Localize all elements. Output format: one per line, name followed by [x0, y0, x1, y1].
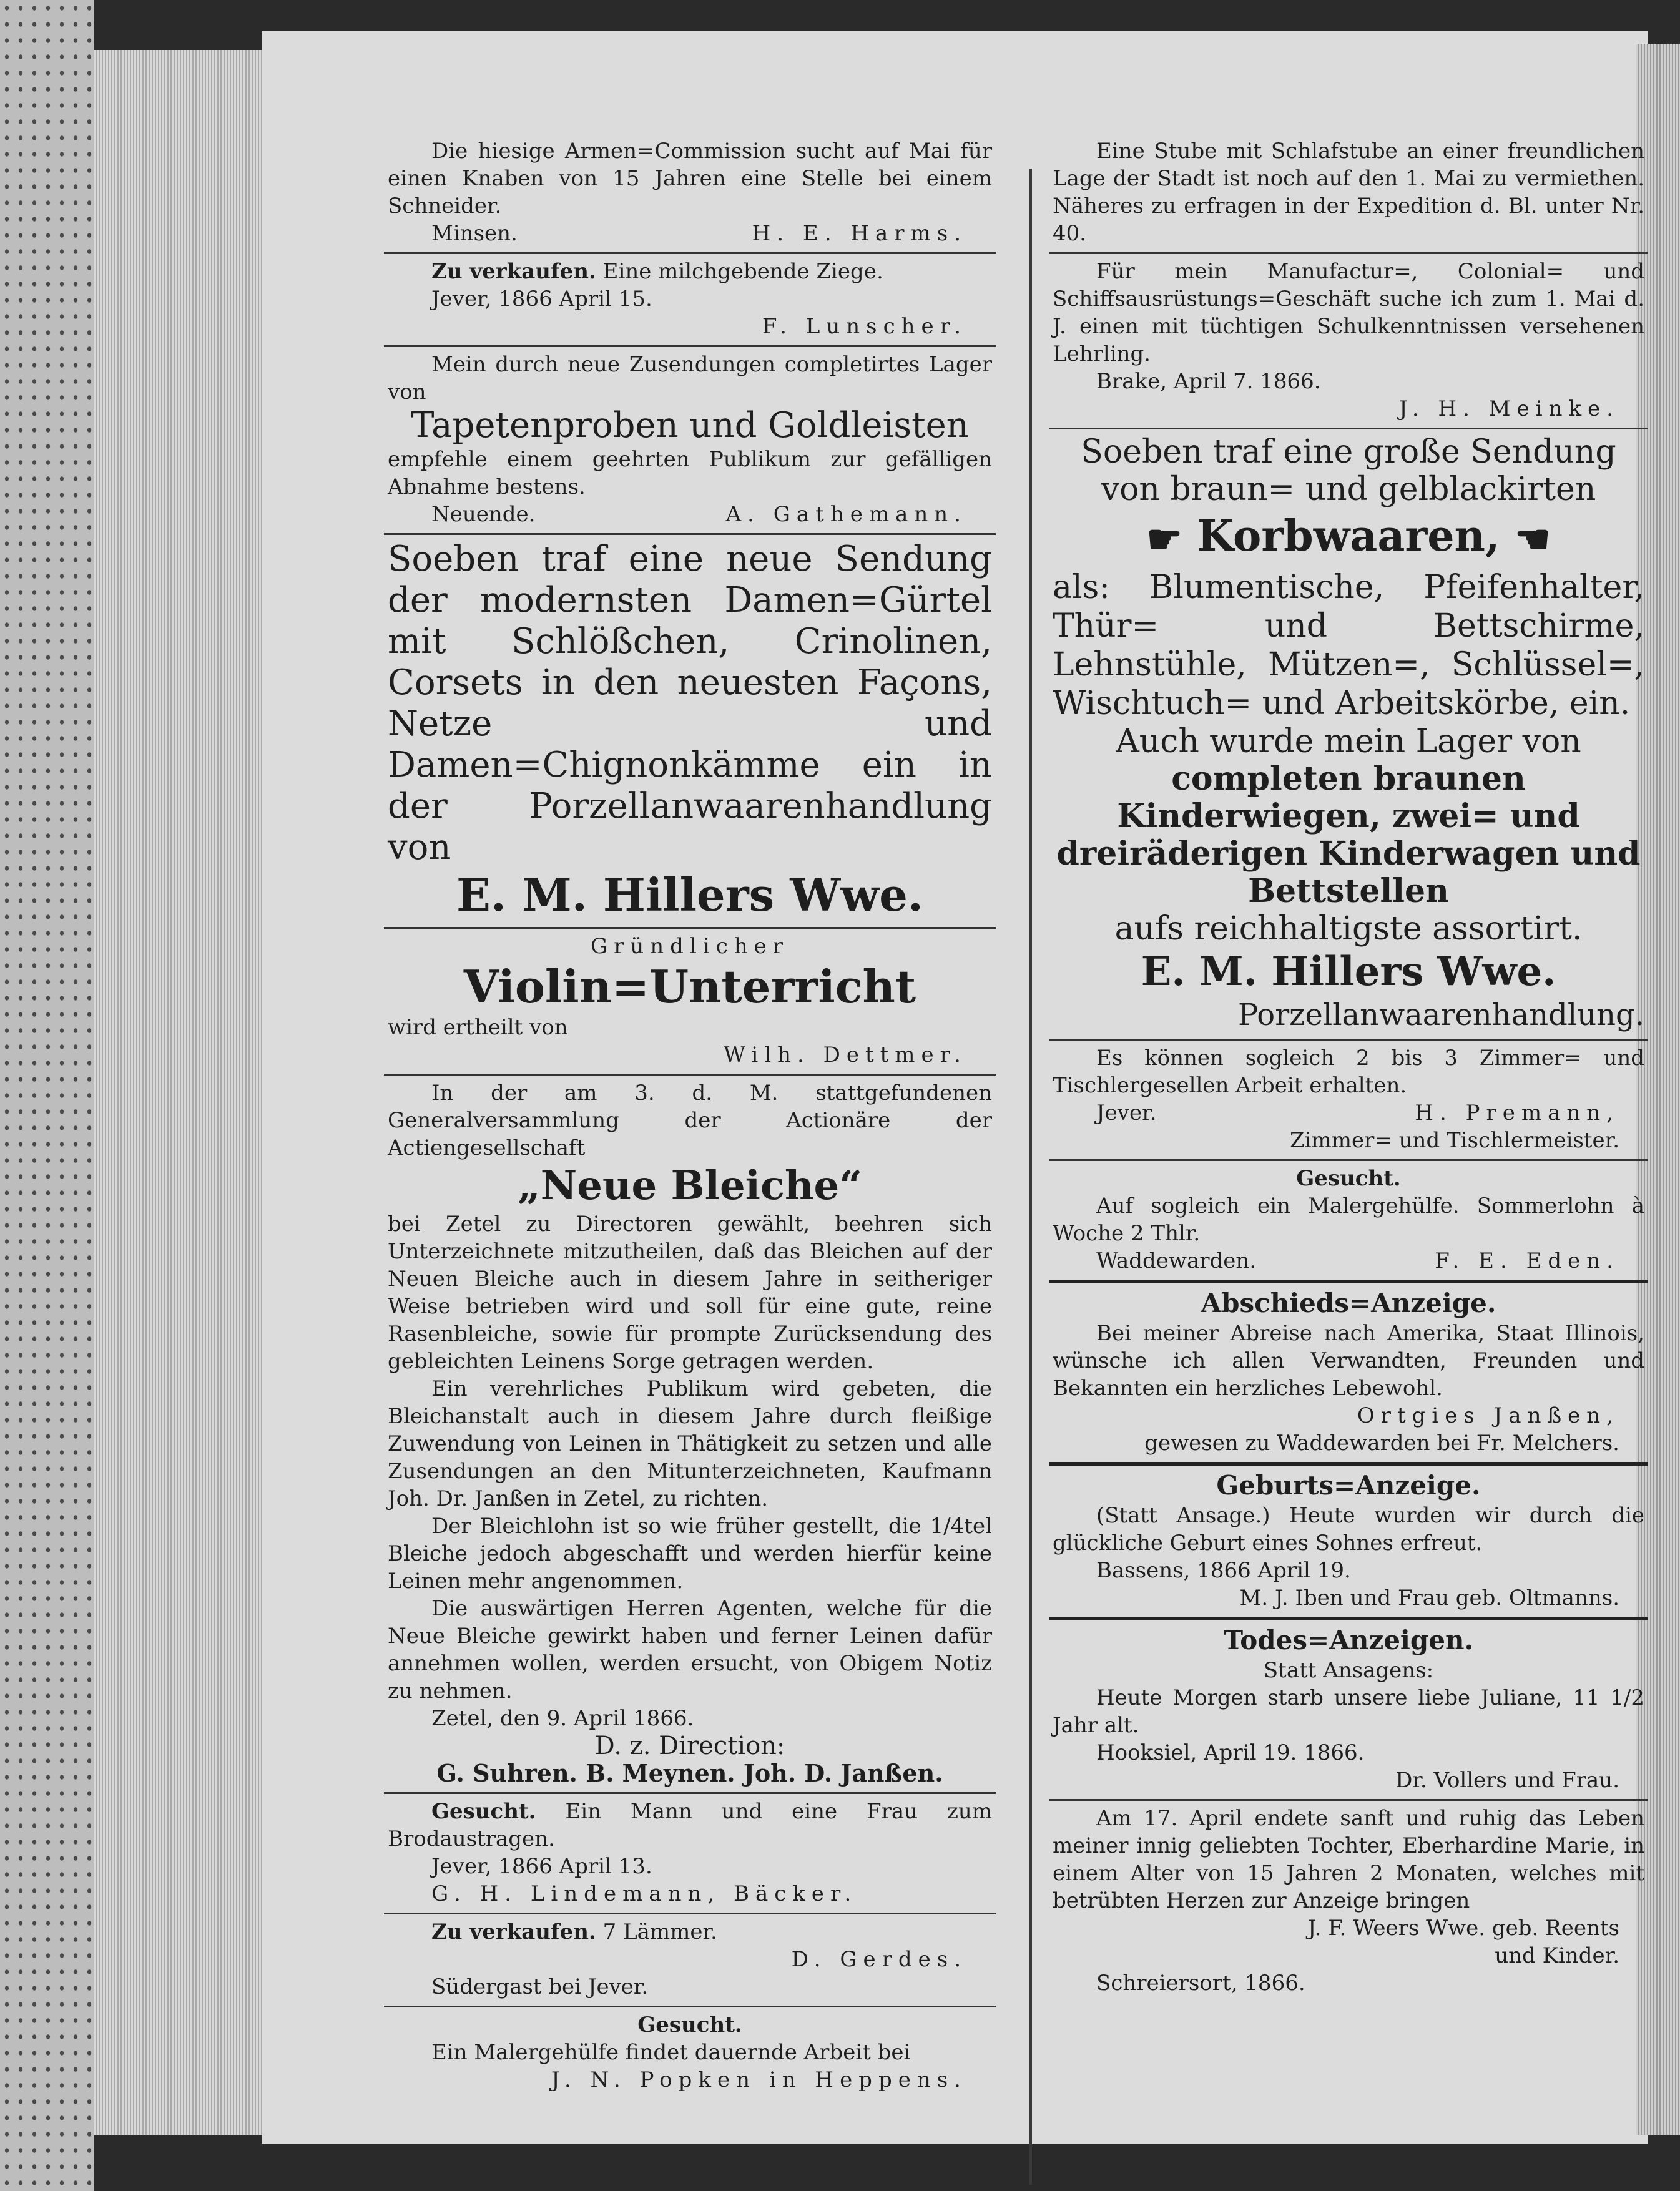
ad-text: Die hiesige Armen=Commission sucht auf Mai für einen Knaben von 15 Jahren eine Stelle bei einem Schneider.	[388, 139, 992, 218]
left-column	[384, 137, 996, 2094]
ad-ziege	[384, 258, 996, 340]
divider	[384, 2006, 996, 2007]
divider	[384, 927, 996, 929]
column-divider	[1029, 169, 1032, 2185]
ad-signature: D. Gerdes.	[791, 1947, 967, 1972]
ad-todes-anzeigen	[1049, 1624, 1648, 1794]
ad-place: Jever.	[1096, 1100, 1157, 1125]
ad-intro: In der am 3. d. M. stattgefundenen Generalversammlung der Actionäre der Actiengesellschaft	[388, 1081, 992, 1160]
ad-paragraph: Die auswärtigen Herren Agenten, welche für die Neue Bleiche gewirkt haben und ferner Leinen dafür annehmen wollen, werden ersucht, von Obigem Notiz zu nehmen.	[388, 1596, 992, 1703]
divider	[1049, 1617, 1648, 1620]
ad-stube	[1049, 137, 1648, 247]
ad-place: Neuende.	[431, 502, 536, 527]
ad-lager-outro: aufs reichhaltigste assortirt.	[1114, 909, 1583, 948]
divider	[384, 1913, 996, 1914]
ad-label: Geburts=Anzeige.	[1216, 1469, 1481, 1501]
ad-abschied	[1049, 1287, 1648, 1457]
ad-violin	[384, 933, 996, 1069]
ad-text: 7 Lämmer.	[602, 1919, 717, 1944]
ad-direction: D. z. Direction:	[594, 1732, 785, 1760]
ad-subfirm: Porzellanwaarenhandlung.	[1237, 997, 1644, 1032]
page-stack	[94, 50, 268, 2135]
ad-neue-bleiche	[384, 1079, 996, 1787]
ad-place: Waddewarden.	[1096, 1248, 1257, 1273]
ad-text: Eine Stube mit Schlafstube an einer freundlichen Lage der Stadt ist noch auf den 1. Mai zu vermiethen. Näheres zu erfragen in der Expedition d. Bl. unter Nr. 40.	[1053, 139, 1644, 246]
ad-text: wird ertheilt von	[388, 1015, 568, 1040]
ad-headline-line	[1053, 508, 1644, 568]
ad-armen-commission	[384, 137, 996, 247]
ad-intro: Soeben traf eine große Sendung von braun= und gelblackirten	[1081, 433, 1616, 508]
ad-text: Ein Mann und eine Frau zum Brodaustragen.	[388, 1799, 992, 1851]
ad-sub: Statt Ansagens:	[1263, 1657, 1434, 1683]
divider	[384, 345, 996, 347]
ad-signature-2: und Kinder.	[1495, 1943, 1619, 1968]
ad-brod	[384, 1798, 996, 1908]
ad-paragraph: Ein verehrliches Publikum wird gebeten, die Bleichanstalt auch in diesem Jahre durch fleißige Zuwendung von Leinen in Thätigkeit zu setzen und alle Zusendungen an den Mitunterzeichneten, Kaufmann Joh. Dr. Janßen in Zetel, zu richten.	[388, 1376, 992, 1511]
ad-title: Zimmer= und Tischlermeister.	[1290, 1127, 1619, 1153]
ad-signature: J. N. Popken in Heppens.	[551, 2067, 967, 2092]
divider	[384, 1792, 996, 1794]
ad-damen-guertel	[384, 539, 996, 922]
ad-date: Zetel, den 9. April 1866.	[431, 1706, 694, 1731]
ad-signature: Dr. Vollers und Frau.	[1395, 1767, 1619, 1793]
ad-date: Bassens, 1866 April 19.	[1096, 1557, 1351, 1583]
ad-signature: H. E. Harms.	[752, 221, 967, 246]
ad-signature: G. H. Lindemann, Bäcker.	[431, 1881, 858, 1906]
ad-paragraph: bei Zetel zu Directoren gewählt, beehren sich Unterzeichnete mitzutheilen, daß das Bleichen auf der Neuen Bleiche auch in diesem Jahre in seitheriger Weise betrieben wird und soll für eine gute, reine Rasenbleiche, sowie für prompte Zurücksendung des gebleichten Leinens Sorge getragen werden.	[388, 1212, 992, 1374]
ad-pre: Gründlicher	[590, 934, 790, 959]
ad-text: Soeben traf eine neue Sendung der modernsten Damen=Gürtel mit Schlößchen, Crinolinen, Corsets in den neuesten Façons, Netze und Damen=Chignonkämme ein in der Porzellanwaarenhandlung von	[388, 539, 992, 868]
ad-label: Gesucht.	[1296, 1165, 1401, 1191]
ad-date: Brake, April 7. 1866.	[1096, 369, 1321, 394]
ad-lehrling	[1049, 258, 1648, 423]
ad-signature: F. Lunscher.	[762, 314, 967, 339]
ad-label: Zu verkaufen.	[431, 1919, 596, 1944]
ad-signature: H. Premann,	[1415, 1100, 1619, 1125]
ad-signature: M. J. Iben und Frau geb. Oltmanns.	[1239, 1585, 1619, 1610]
divider	[1049, 1159, 1648, 1161]
ad-text: Bei meiner Abreise nach Amerika, Staat Illinois, wünsche ich allen Verwandten, Freunden und Bekannten ein herzliches Lebewohl.	[1053, 1320, 1644, 1401]
divider	[1049, 1462, 1648, 1466]
divider	[1049, 1280, 1648, 1283]
ad-date: Jever, 1866 April 15.	[431, 287, 652, 311]
ad-date: Schreiersort, 1866.	[1096, 1970, 1305, 1996]
ad-text: Heute Morgen starb unsere liebe Juliane, 11 1/2 Jahr alt.	[1053, 1685, 1644, 1738]
divider	[384, 533, 996, 535]
ad-signature: A. Gathemann.	[725, 502, 967, 527]
ad-headline: Tapetenproben und Goldleisten	[411, 405, 969, 446]
ad-tapeten	[384, 351, 996, 528]
ad-malergehuelfe-eden	[1049, 1165, 1648, 1275]
divider	[1049, 428, 1648, 429]
ad-lager-intro: Auch wurde mein Lager von	[1116, 722, 1581, 760]
ad-geburt	[1049, 1469, 1648, 1612]
divider	[1049, 1039, 1648, 1041]
ad-headline: Korbwaaren,	[1197, 511, 1500, 561]
ad-signature: Wilh. Dettmer.	[723, 1042, 967, 1067]
ad-paragraph: Der Bleichlohn ist so wie früher gestellt, die 1/4tel Bleiche jedoch abgeschafft und werden hierfür keine Leinen mehr angenommen.	[388, 1514, 992, 1594]
ad-text: Für mein Manufactur=, Colonial= und Schiffsausrüstungs=Geschäft suche ich zum 1. Mai d. J. einen mit tüchtigen Schulkenntnissen versehenen Lehrling.	[1053, 259, 1644, 366]
ad-firm: E. M. Hillers Wwe.	[1141, 948, 1556, 995]
ad-headline: Violin=Unterricht	[463, 960, 916, 1013]
divider	[1049, 252, 1648, 254]
ad-signature: J. F. Weers Wwe. geb. Reents	[1307, 1915, 1619, 1941]
ad-text: Eine milchgebende Ziege.	[602, 259, 883, 284]
right-column	[1049, 137, 1648, 1997]
ad-label: Todes=Anzeigen.	[1223, 1624, 1474, 1655]
ad-date: Hooksiel, April 19. 1866.	[1096, 1740, 1365, 1765]
ad-signature: Ortgies Janßen,	[1357, 1403, 1619, 1428]
pointing-hand-right-icon: ☛	[1146, 516, 1182, 563]
ad-text: Es können sogleich 2 bis 3 Zimmer= und Tischlergesellen Arbeit erhalten.	[1053, 1045, 1644, 1098]
divider	[1049, 1799, 1648, 1801]
ad-todes-anzeige-weers	[1049, 1805, 1648, 1997]
ad-label: Gesucht.	[637, 2012, 742, 2037]
ad-laemmer	[384, 1918, 996, 2001]
ad-signatures: G. Suhren. B. Meynen. Joh. D. Janßen.	[436, 1759, 943, 1787]
ad-text: empfehle einem geehrten Publikum zur gefälligen Abnahme bestens.	[388, 447, 992, 499]
ad-label: Gesucht.	[431, 1799, 536, 1824]
ad-text: Am 17. April endete sanft und ruhig das Leben meiner innig geliebten Tochter, Eberhardine Marie, in einem Alter von 15 Jahren 2 Monaten, welches mit betrübten Herzen zur Anzeige bringen	[1053, 1805, 1644, 1913]
ad-signature: J. H. Meinke.	[1398, 396, 1619, 421]
ad-note: gewesen zu Waddewarden bei Fr. Melchers.	[1144, 1430, 1619, 1456]
ad-korbwaaren	[1049, 433, 1648, 1034]
divider	[384, 1074, 996, 1076]
ad-label: Abschieds=Anzeige.	[1201, 1287, 1496, 1318]
ad-text: Auf sogleich ein Malergehülfe. Sommerlohn à Woche 2 Thlr.	[1053, 1193, 1644, 1246]
ad-intro: Mein durch neue Zusendungen completirtes Lager von	[388, 352, 992, 404]
ad-headline: „Neue Bleiche“	[517, 1162, 863, 1209]
ad-place: Minsen.	[431, 221, 518, 246]
ad-tischlergesellen	[1049, 1044, 1648, 1154]
pointing-hand-left-icon: ☚	[1515, 516, 1551, 563]
ad-date: Jever, 1866 April 13.	[431, 1854, 652, 1879]
ad-label: Zu verkaufen.	[431, 259, 596, 284]
ad-list: als: Blumentische, Pfeifenhalter, Thür= und Bettschirme, Lehnstühle, Mützen=, Schlüssel=, Wischtuch= und Arbeitskörbe, ein.	[1053, 568, 1644, 722]
ad-text: Ein Malergehülfe findet dauernde Arbeit bei	[431, 2040, 911, 2065]
ad-lager-items: completen braunen Kinderwiegen, zwei= und dreiräderigen Kinderwagen und Bettstellen	[1056, 759, 1641, 910]
ad-text: (Statt Ansage.) Heute wurden wir durch die glückliche Geburt eines Sohnes erfreut.	[1053, 1502, 1644, 1556]
book-edge-left	[0, 0, 94, 2191]
divider	[384, 252, 996, 254]
ad-malergehuelfe	[384, 2011, 996, 2094]
ad-signature: F. E. Eden.	[1435, 1248, 1619, 1273]
ad-place: Südergast bei Jever.	[431, 1974, 649, 1999]
ad-firm: E. M. Hillers Wwe.	[456, 868, 923, 921]
